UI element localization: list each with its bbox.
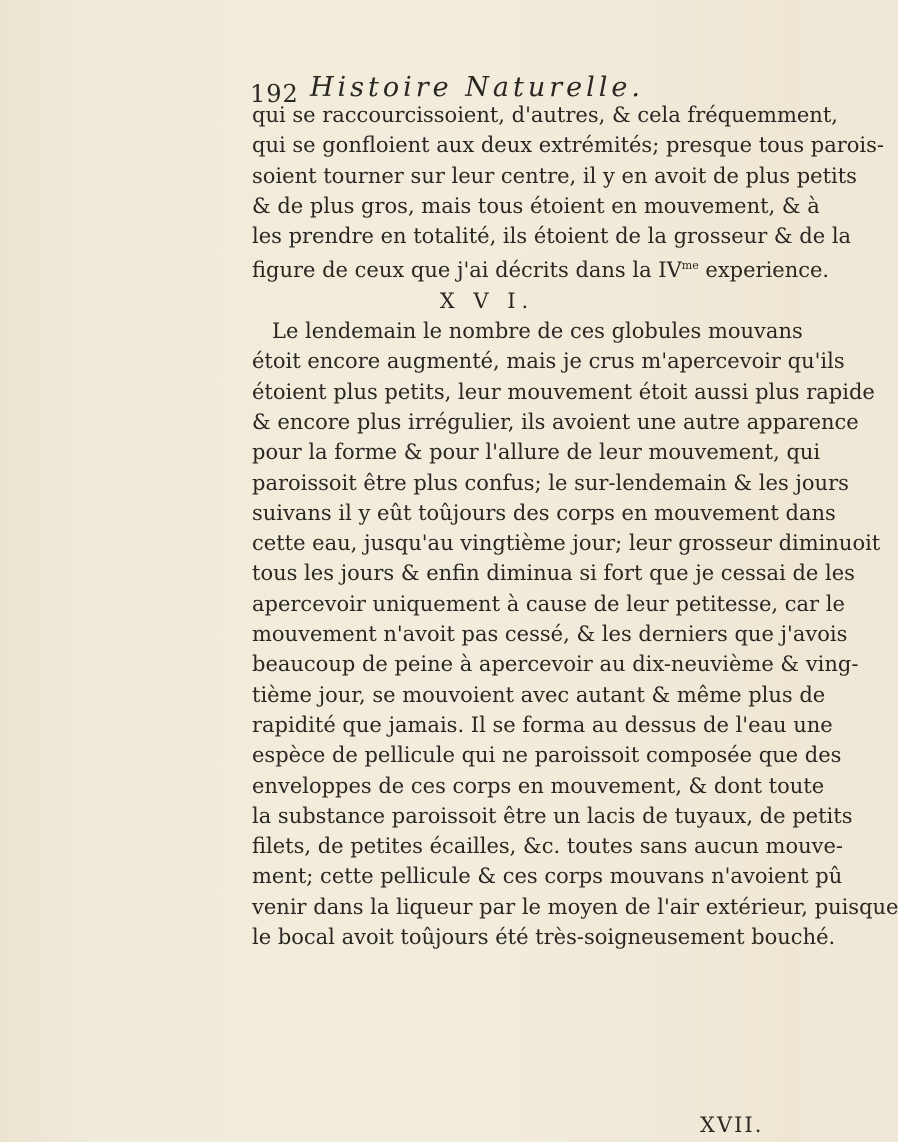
text-line: apercevoir uniquement à cause de leur petitesse, car le <box>252 591 845 616</box>
text-fragment: experience. <box>698 258 830 283</box>
text-line: étoient plus petits, leur mouvement étoit aussi plus rapide <box>252 379 875 404</box>
text-line: cette eau, jusqu'au vingtième jour; leur grosseur diminuoit <box>252 531 881 556</box>
text-line: mouvement n'avoit pas cessé, & les derniers que j'avois <box>252 622 848 647</box>
text-line: enveloppes de ces corps en mouvement, & dont toute <box>252 773 825 798</box>
text-line: la substance paroissoit être un lacis de tuyaux, de petits <box>252 803 853 828</box>
text-line: qui se gonfloient aux deux extrémités; presque tous parois- <box>252 133 885 158</box>
text-line: les prendre en totalité, ils étoient de la grosseur & de la <box>252 224 852 249</box>
text-line: tous les jours & enfin diminua si fort que je cessai de les <box>252 561 855 586</box>
text-line: rapidité que jamais. Il se forma au dessus de l'eau une <box>252 712 833 737</box>
running-title: Histoire Naturelle. <box>310 72 644 103</box>
text-line: & de plus gros, mais tous étoient en mouvement, & à <box>252 193 820 218</box>
text-line: qui se raccourcissoient, d'autres, & cela fréquemment, <box>252 103 838 127</box>
text-line: espèce de pellicule qui ne paroissoit composée que des <box>252 743 842 768</box>
text-line: filets, de petites écailles, &c. toutes sans aucun mouve- <box>252 834 844 859</box>
ordinal-superscript: me <box>681 259 699 273</box>
text-fragment: figure de ceux que j'ai décrits dans la IV <box>252 258 682 283</box>
text-line: & encore plus irrégulier, ils avoient une autre apparence <box>252 409 859 434</box>
catchword: XVII. <box>700 1113 764 1137</box>
text-line: tième jour, se mouvoient avec autant & même plus de <box>252 682 826 707</box>
text-line <box>252 251 830 285</box>
text-line: paroissoit être plus confus; le sur-lendemain & les jours <box>252 470 849 495</box>
body-text <box>252 100 898 952</box>
text-line: le bocal avoit toûjours été très-soigneusement bouché. <box>252 925 836 950</box>
text-line: soient tourner sur leur centre, il y en avoit de plus petits <box>252 163 857 188</box>
text-line: Le lendemain le nombre de ces globules mouvans <box>272 319 803 344</box>
section-heading: X V I. <box>439 288 535 313</box>
text-line: suivans il y eût toûjours des corps en mouvement dans <box>252 500 836 525</box>
text-line: venir dans la liqueur par le moyen de l'air extérieur, puisque <box>252 894 898 919</box>
text-line: beaucoup de peine à apercevoir au dix-neuvième & ving- <box>252 652 859 677</box>
text-line: ment; cette pellicule & ces corps mouvans n'avoient pû <box>252 864 843 889</box>
text-line: étoit encore augmenté, mais je crus m'apercevoir qu'ils <box>252 349 845 374</box>
text-line: pour la forme & pour l'allure de leur mouvement, qui <box>252 440 821 465</box>
page-number: 192 <box>250 80 299 108</box>
